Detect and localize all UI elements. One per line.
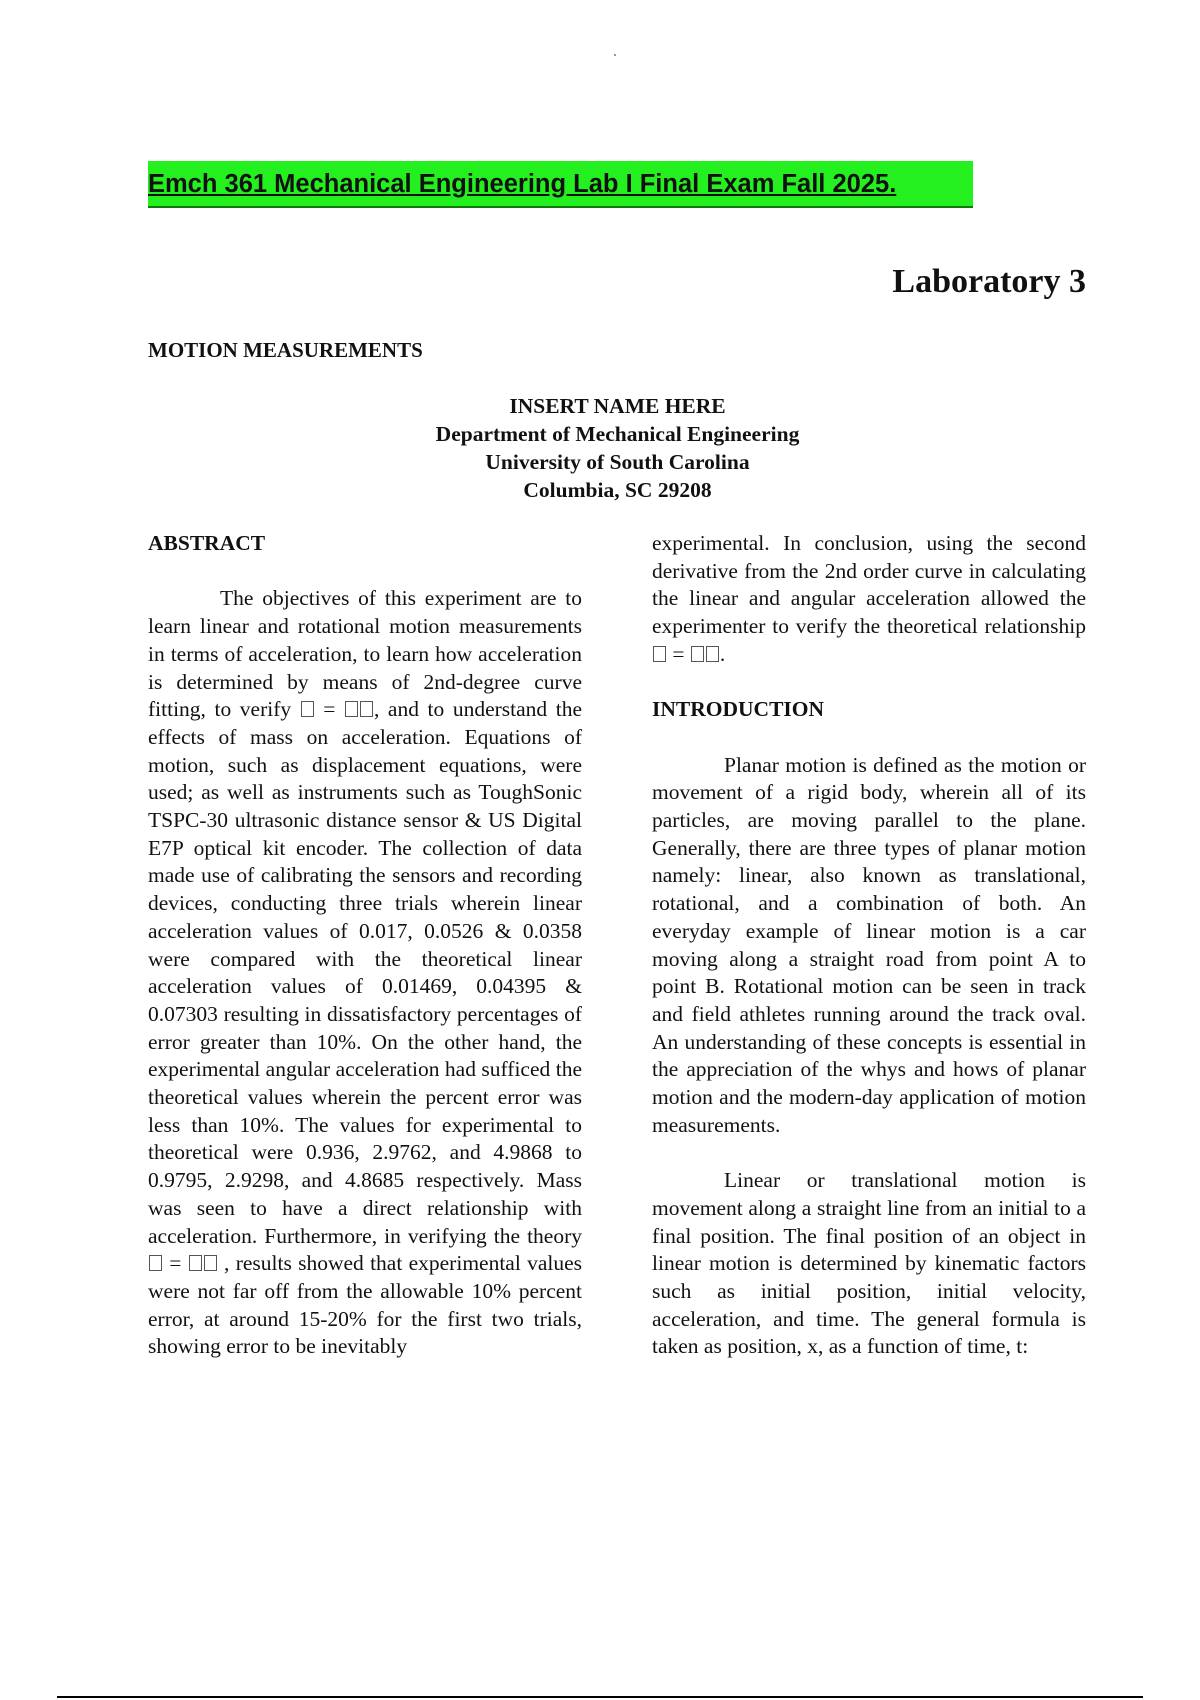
introduction-heading: INTRODUCTION [652, 697, 825, 722]
symbol-box [189, 1255, 202, 1271]
symbol-box [360, 701, 373, 717]
abstract-text-1: The objectives of this experiment are to learn linear and rotational motion measurements in terms of acceleration, to learn how acceleration is determined by means of 2nd-degree curve fitting, to verify [148, 586, 582, 722]
lab-title: Laboratory 3 [892, 263, 1086, 300]
abstract-cont-period: . [719, 641, 726, 666]
symbol-box [149, 1255, 162, 1271]
abstract-equals-1: = [323, 697, 344, 722]
symbol-box [706, 646, 719, 662]
exam-banner: Emch 361 Mechanical Engineering Lab I Final Exam Fall 2025. [148, 161, 973, 208]
left-column [148, 530, 582, 1389]
symbol-box [345, 701, 358, 717]
author-location: Columbia, SC 29208 [523, 478, 712, 502]
section-title: MOTION MEASUREMENTS [148, 338, 423, 362]
abstract-cont-text: experimental. In conclusion, using the second derivative from the 2nd order curve in calculating the linear and angular acceleration allowed the experimenter to verify the theoretical relationship [652, 531, 1086, 639]
abstract-text-2: , and to understand the effects of mass on acceleration. Equations of motion, such as displacement equations, were used; as well as instruments such as ToughSonic TSPC-30 ultrasonic distance sensor & US Digital E7P optical kit encoder. The collection of data made use of calibrating the sensors and recording devices, conducting three trials wherein linear acceleration values of 0.017, 0.0526 & 0.0358 were compared with the theoretical linear acceleration values of 0.01469, 0.04395 & 0.07303 resulting in dissatisfactory percentages of error greater than 10%. On the other hand, the experimental angular acceleration had sufficed the theoretical values wherein the percent error was less than 10%. The values for experimental to theoretical were 0.936, 2.9762, and 4.9868 to 0.9795, 2.9298, and 4.8685 respectively. Mass was seen to have a direct relationship with acceleration. Furthermore, in verifying the theory [148, 697, 582, 1248]
author-name: INSERT NAME HERE [509, 394, 726, 418]
symbol-box [301, 701, 314, 717]
abstract-paragraph [148, 585, 582, 1361]
abstract-cont-equals: = [672, 641, 685, 666]
introduction-paragraph-1: Planar motion is defined as the motion or movement of a rigid body, wherein all of its particles, are moving parallel to the plane. Generally, there are three types of planar motion namely: linear, also known as translational, rotational, and a combination of both. An everyday example of linear motion is a car moving along a straight road from point A to point B. Rotational motion can be seen in track and field athletes running around the track oval. An understanding of these concepts is essential in the appreciation of the whys and hows of planar motion and the modern-day application of motion measurements. [652, 752, 1086, 1137]
abstract-text-3: , results showed that experimental values were not far off from the allowable 10% percent error, at around 15-20% for the first two trials, showing error to be inevitably [148, 1251, 583, 1359]
right-column [652, 530, 1086, 1389]
footer-divider [57, 1696, 1143, 1698]
author-department: Department of Mechanical Engineering [435, 422, 800, 446]
introduction-paragraph-2: Linear or translational motion is movement along a straight line from an initial to a final position. The final position of an object in linear motion is determined by kinematic factors such as initial position, initial velocity, acceleration, and time. The general formula is taken as position, x, as a function of time, t: [652, 1168, 1086, 1359]
abstract-equals-2: = [169, 1251, 182, 1276]
author-block [300, 392, 935, 504]
symbol-box [653, 646, 666, 662]
abstract-heading: ABSTRACT [148, 531, 266, 555]
symbol-box [204, 1255, 217, 1271]
abstract-continuation [652, 530, 1086, 669]
scan-dot [614, 54, 616, 56]
author-university: University of South Carolina [485, 450, 750, 474]
symbol-box [691, 646, 704, 662]
